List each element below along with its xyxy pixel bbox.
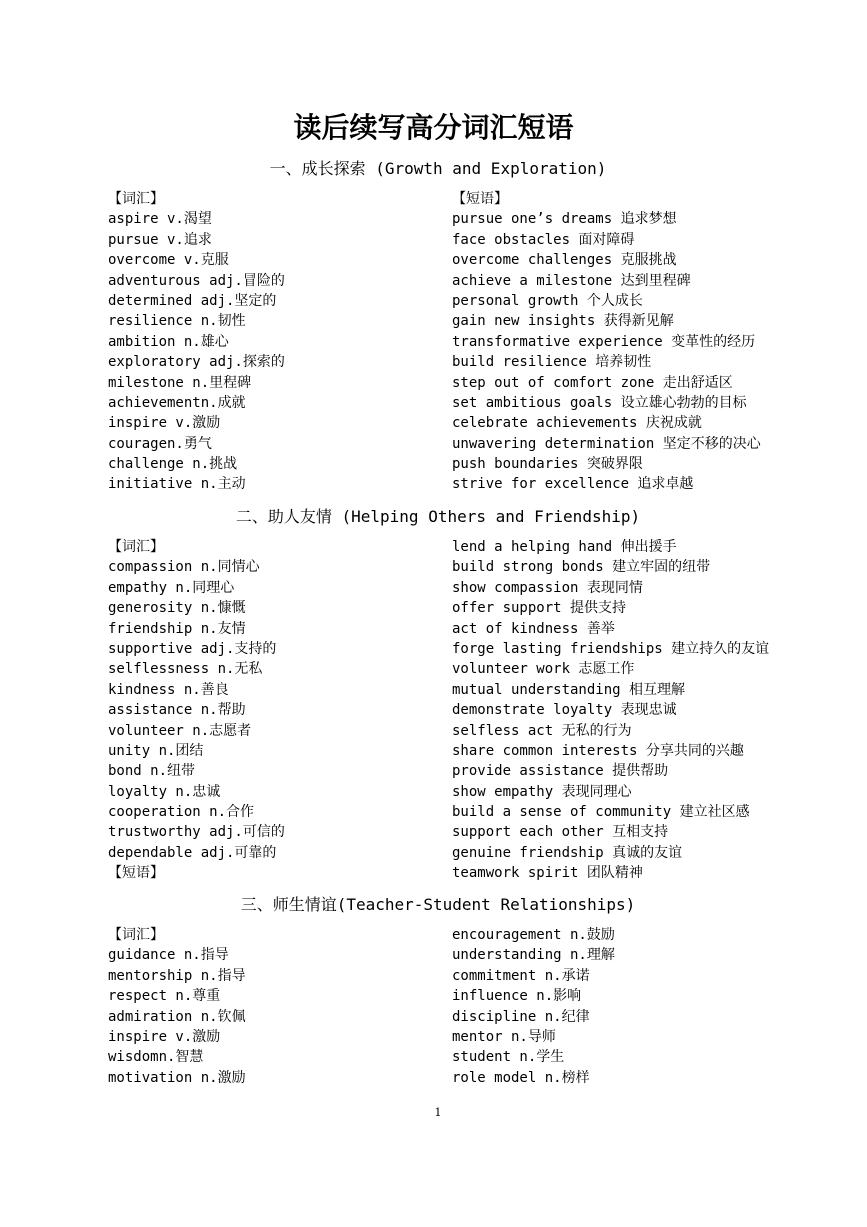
vocab-item: overcome v.克服 [108, 252, 229, 269]
section-heading-growth: 一、成长探索 (Growth and Exploration) [269, 159, 607, 178]
vocab-item: adventurous adj.冒险的 [108, 272, 285, 289]
phrase-item: strive for excellence 追求卓越 [452, 476, 694, 493]
vocab-item: ambition n.雄心 [108, 333, 229, 350]
vocab-item: inspire v.激励 [108, 1028, 221, 1045]
phrase-item: face obstacles 面对障碍 [452, 231, 635, 248]
phrase-item: push boundaries 突破界限 [452, 456, 643, 473]
vocab-item: mentorship n.指导 [108, 967, 246, 984]
section-teacher-right-column [452, 925, 812, 1088]
vocab-item: friendship n.友情 [108, 620, 246, 637]
vocab-item: assistance n.帮助 [108, 702, 246, 719]
phrase-item: show empathy 表现同理心 [452, 783, 632, 800]
vocab-item: inspire v.激励 [108, 415, 221, 432]
vocab-item: discipline n.纪律 [452, 1008, 590, 1025]
vocab-label: 【词汇】 [108, 191, 164, 207]
section-teacher-left-column [108, 925, 438, 1088]
vocab-item: aspire v.渴望 [108, 211, 212, 228]
vocab-item: unity n.团结 [108, 742, 204, 759]
vocab-item: supportive adj.支持的 [108, 640, 277, 657]
vocab-item: cooperation n.合作 [108, 804, 255, 821]
section-friendship-left-column [108, 537, 438, 884]
phrase-item: personal growth 个人成长 [452, 292, 643, 309]
vocab-item: commitment n.承诺 [452, 967, 590, 984]
phrase-item: celebrate achievements 庆祝成就 [452, 415, 702, 432]
vocab-label: 【词汇】 [108, 539, 164, 555]
phrase-item: transformative experience 变革性的经历 [452, 333, 756, 350]
vocab-item: dependable adj.可靠的 [108, 844, 277, 861]
page-number: 1 [434, 1106, 442, 1119]
phrase-item: achieve a milestone 达到里程碑 [452, 272, 691, 289]
phrase-item: lend a helping hand 伸出援手 [452, 539, 677, 555]
vocab-item: kindness n.善良 [108, 681, 229, 698]
vocab-item: empathy n.同理心 [108, 579, 235, 596]
phrase-item: step out of comfort zone 走出舒适区 [452, 374, 733, 391]
phrase-item: gain new insights 获得新见解 [452, 313, 674, 330]
vocab-item: student n.学生 [452, 1049, 565, 1066]
vocab-item: selflessness n.无私 [108, 661, 263, 678]
vocab-item: guidance n.指导 [108, 947, 229, 964]
vocab-item: milestone n.里程碑 [108, 374, 252, 391]
phrase-item: share common interests 分享共同的兴趣 [452, 742, 744, 759]
vocab-item: compassion n.同情心 [108, 559, 260, 576]
vocab-item: exploratory adj.探索的 [108, 354, 285, 371]
vocab-item: wisdomn.智慧 [108, 1049, 204, 1066]
vocab-item: bond n.纽带 [108, 763, 196, 780]
vocab-item: motivation n.激励 [108, 1069, 246, 1086]
section-friendship-right-column [452, 537, 812, 884]
section-growth-left-column [108, 189, 438, 495]
phrase-item: selfless act 无私的行为 [452, 722, 632, 739]
phrase-item: volunteer work 志愿工作 [452, 661, 635, 678]
section-heading-teacher-student: 三、师生情谊(Teacher-Student Relationships) [240, 895, 636, 914]
vocab-item: volunteer n.志愿者 [108, 722, 252, 739]
vocab-item: challenge n.挑战 [108, 456, 238, 473]
vocab-item: pursue v.追求 [108, 231, 212, 248]
vocab-item: determined adj.坚定的 [108, 292, 277, 309]
phrase-item: mutual understanding 相互理解 [452, 681, 686, 698]
phrase-item: act of kindness 善举 [452, 620, 615, 637]
vocab-item: resilience n.韧性 [108, 313, 246, 330]
vocab-item: influence n.影响 [452, 988, 582, 1005]
phrase-item: build resilience 培养韧性 [452, 354, 652, 371]
phrase-item: genuine friendship 真诚的友谊 [452, 844, 683, 861]
phrase-item: support each other 互相支持 [452, 824, 669, 841]
phrase-item: show compassion 表现同情 [452, 579, 643, 596]
section-growth-right-column [452, 189, 812, 495]
vocab-item: encouragement n.鼓励 [452, 927, 615, 943]
phrase-item: provide assistance 提供帮助 [452, 763, 669, 780]
vocab-item: couragen.勇气 [108, 435, 212, 452]
vocab-item: role model n.榜样 [452, 1069, 590, 1086]
vocab-item: loyalty n.忠诚 [108, 783, 221, 800]
vocab-item: trustworthy adj.可信的 [108, 824, 285, 841]
phrase-item: overcome challenges 克服挑战 [452, 252, 677, 269]
vocab-label: 【词汇】 [108, 927, 164, 943]
phrase-item: unwavering determination 坚定不移的决心 [452, 435, 761, 452]
vocab-item: understanding n.理解 [452, 947, 615, 964]
vocab-item: achievementn.成就 [108, 394, 246, 411]
vocab-item: mentor n.导师 [452, 1028, 556, 1045]
phrase-item: demonstrate loyalty 表现忠诚 [452, 702, 677, 719]
vocab-item: generosity n.慷慨 [108, 600, 246, 617]
vocab-item: admiration n.钦佩 [108, 1008, 246, 1025]
section-heading-friendship: 二、助人友情 (Helping Others and Friendship) [235, 507, 641, 526]
phrase-item: offer support 提供支持 [452, 600, 627, 617]
vocab-item: initiative n.主动 [108, 476, 246, 493]
phrase-label: 【短语】 [452, 191, 508, 207]
phrase-item: set ambitious goals 设立雄心勃勃的目标 [452, 394, 747, 411]
phrase-item: forge lasting friendships 建立持久的友谊 [452, 640, 770, 657]
phrase-item: pursue one’s dreams 追求梦想 [452, 211, 677, 228]
phrase-label: 【短语】 [108, 865, 164, 882]
phrase-item: build a sense of community 建立社区感 [452, 804, 750, 821]
document-title: 读后续写高分词汇短语 [293, 111, 574, 144]
phrase-item: build strong bonds 建立牢固的纽带 [452, 559, 711, 576]
vocab-item: respect n.尊重 [108, 988, 221, 1005]
phrase-item: teamwork spirit 团队精神 [452, 865, 643, 882]
